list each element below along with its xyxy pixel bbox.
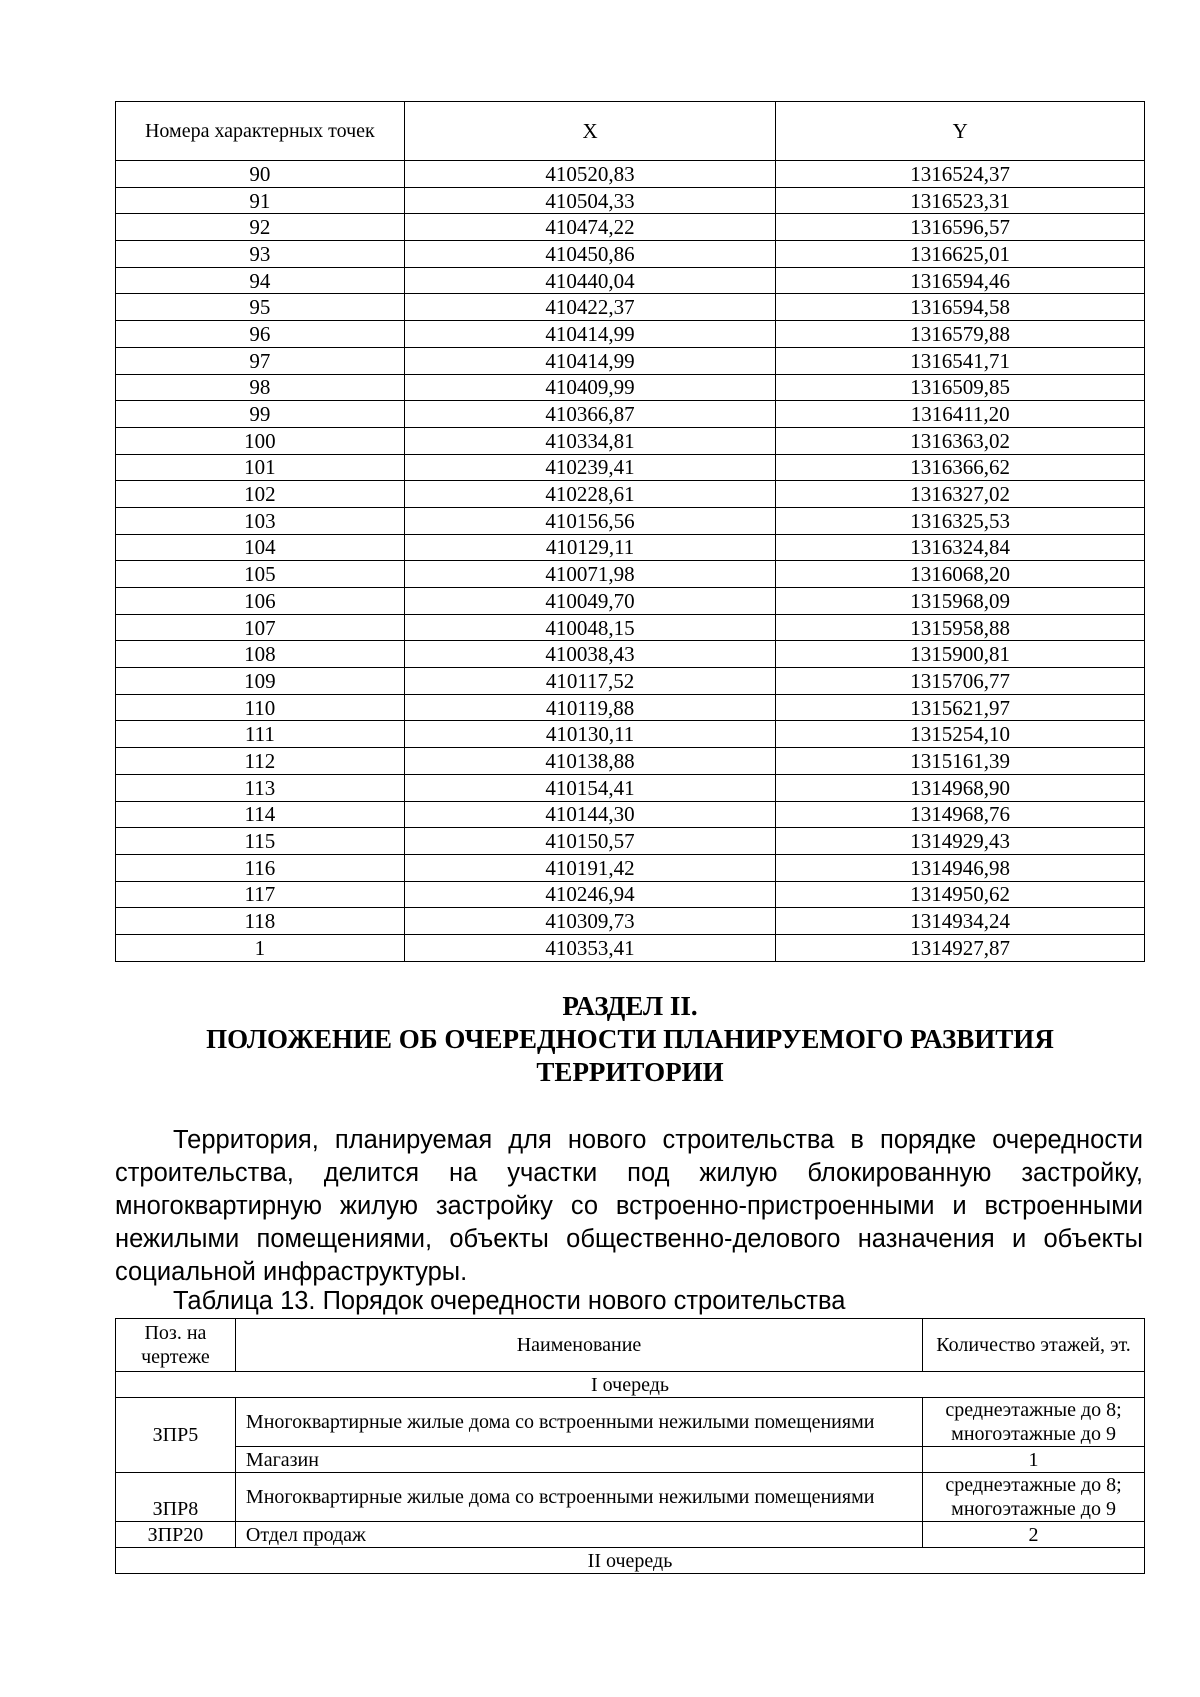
table-row: [116, 214, 1145, 241]
y-coordinate-cell: 1314946,98: [776, 854, 1145, 881]
table-row: [116, 401, 1145, 428]
x-coordinate-cell: 410246,94: [404, 881, 776, 908]
floor-count: среднеэтажные до 8; многоэтажные до 9: [923, 1398, 1145, 1447]
table-row: [116, 1473, 1145, 1522]
point-number-cell: 109: [116, 668, 405, 695]
point-number-cell: 101: [116, 454, 405, 481]
stage-row: [116, 1372, 1145, 1398]
table-row: [116, 828, 1145, 855]
table-row: [116, 694, 1145, 721]
floor-count: среднеэтажные до 8; многоэтажные до 9: [923, 1473, 1145, 1522]
x-coordinate-cell: 410117,52: [404, 668, 776, 695]
x-coordinate-cell: 410156,56: [404, 507, 776, 534]
table-row: [116, 588, 1145, 615]
table-row: [116, 454, 1145, 481]
y-coordinate-cell: 1315706,77: [776, 668, 1145, 695]
table-row: [116, 347, 1145, 374]
table-row: [116, 427, 1145, 454]
table-caption: Таблица 13. Порядок очередности нового строительства: [173, 1287, 846, 1315]
table-row: [116, 614, 1145, 641]
table-row: [116, 774, 1145, 801]
point-number-cell: 118: [116, 908, 405, 935]
y-coordinate-cell: 1314968,76: [776, 801, 1145, 828]
x-coordinate-cell: 410071,98: [404, 561, 776, 588]
point-number-cell: 110: [116, 694, 405, 721]
point-number-cell: 106: [116, 588, 405, 615]
object-name: Отдел продаж: [235, 1522, 922, 1548]
object-name: Многоквартирные жилые дома со встроенными нежилыми помещениями: [235, 1473, 922, 1522]
floor-count: 1: [923, 1447, 1145, 1473]
y-coordinate-cell: 1316325,53: [776, 507, 1145, 534]
x-coordinate-cell: 410414,99: [404, 321, 776, 348]
y-coordinate-cell: 1316324,84: [776, 534, 1145, 561]
x-coordinate-cell: 410422,37: [404, 294, 776, 321]
y-coordinate-cell: 1316411,20: [776, 401, 1145, 428]
x-coordinate-cell: 410414,99: [404, 347, 776, 374]
point-number-cell: 114: [116, 801, 405, 828]
table-row: [116, 481, 1145, 508]
x-coordinate-cell: 410228,61: [404, 481, 776, 508]
point-number-cell: 102: [116, 481, 405, 508]
point-number-cell: 111: [116, 721, 405, 748]
point-number-cell: 107: [116, 614, 405, 641]
x-coordinate-cell: 410038,43: [404, 641, 776, 668]
table-row: [116, 908, 1145, 935]
y-coordinate-cell: 1316579,88: [776, 321, 1145, 348]
table-row: [116, 721, 1145, 748]
table-row: [116, 1398, 1145, 1447]
point-number-cell: 117: [116, 881, 405, 908]
position-code: ЗПР20: [116, 1522, 236, 1548]
table-row: [116, 294, 1145, 321]
table-row: [116, 1522, 1145, 1548]
table-row: [116, 374, 1145, 401]
y-coordinate-cell: 1316596,57: [776, 214, 1145, 241]
coordinates-table: [115, 101, 1145, 962]
header-name: Наименование: [235, 1319, 922, 1372]
point-number-cell: 94: [116, 267, 405, 294]
stage-row: [116, 1548, 1145, 1574]
stage-label: II очередь: [116, 1548, 1145, 1574]
y-coordinate-cell: 1314934,24: [776, 908, 1145, 935]
stage-label: I очередь: [116, 1372, 1145, 1398]
floor-count: 2: [923, 1522, 1145, 1548]
y-coordinate-cell: 1316509,85: [776, 374, 1145, 401]
y-coordinate-cell: 1314950,62: [776, 881, 1145, 908]
position-code: ЗПР8: [116, 1473, 236, 1522]
point-number-cell: 91: [116, 187, 405, 214]
y-coordinate-cell: 1314927,87: [776, 934, 1145, 961]
point-number-cell: 92: [116, 214, 405, 241]
x-coordinate-cell: 410130,11: [404, 721, 776, 748]
table-row: [116, 161, 1145, 188]
y-coordinate-cell: 1315900,81: [776, 641, 1145, 668]
point-number-cell: 113: [116, 774, 405, 801]
x-coordinate-cell: 410048,15: [404, 614, 776, 641]
y-coordinate-cell: 1314929,43: [776, 828, 1145, 855]
section-number: РАЗДЕЛ II.: [562, 991, 698, 1021]
table-row: [116, 668, 1145, 695]
object-name: Многоквартирные жилые дома со встроенными нежилыми помещениями: [235, 1398, 922, 1447]
x-coordinate-cell: 410520,83: [404, 161, 776, 188]
x-coordinate-cell: 410409,99: [404, 374, 776, 401]
point-number-cell: 115: [116, 828, 405, 855]
point-number-cell: 95: [116, 294, 405, 321]
y-coordinate-cell: 1316523,31: [776, 187, 1145, 214]
table-row: [116, 881, 1145, 908]
table-row: [116, 241, 1145, 268]
table-row: [116, 187, 1145, 214]
x-coordinate-cell: 410450,86: [404, 241, 776, 268]
point-number-cell: 93: [116, 241, 405, 268]
y-coordinate-cell: 1315958,88: [776, 614, 1145, 641]
section-title-line1: ПОЛОЖЕНИЕ ОБ ОЧЕРЕДНОСТИ ПЛАНИРУЕМОГО РАЗВИТИЯ: [206, 1024, 1054, 1054]
table-row: [116, 801, 1145, 828]
table-row: [116, 934, 1145, 961]
y-coordinate-cell: 1316068,20: [776, 561, 1145, 588]
point-number-cell: 99: [116, 401, 405, 428]
x-coordinate-cell: 410239,41: [404, 454, 776, 481]
coordinates-body: [116, 161, 1145, 962]
x-coordinate-cell: 410150,57: [404, 828, 776, 855]
point-number-cell: 116: [116, 854, 405, 881]
x-coordinate-cell: 410191,42: [404, 854, 776, 881]
point-number-cell: 108: [116, 641, 405, 668]
point-number-cell: 112: [116, 748, 405, 775]
header-y: Y: [776, 102, 1145, 161]
x-coordinate-cell: 410138,88: [404, 748, 776, 775]
point-number-cell: 90: [116, 161, 405, 188]
y-coordinate-cell: 1316625,01: [776, 241, 1145, 268]
object-name: Магазин: [235, 1447, 922, 1473]
y-coordinate-cell: 1315161,39: [776, 748, 1145, 775]
point-number-cell: 1: [116, 934, 405, 961]
header-floors: Количество этажей, эт.: [923, 1319, 1145, 1372]
y-coordinate-cell: 1316366,62: [776, 454, 1145, 481]
table-row: [116, 321, 1145, 348]
point-number-cell: 104: [116, 534, 405, 561]
y-coordinate-cell: 1316363,02: [776, 427, 1145, 454]
table-row: [116, 748, 1145, 775]
table-row: [116, 561, 1145, 588]
header-x: X: [404, 102, 776, 161]
y-coordinate-cell: 1315254,10: [776, 721, 1145, 748]
table-row: [116, 641, 1145, 668]
x-coordinate-cell: 410154,41: [404, 774, 776, 801]
construction-queue-table: [115, 1318, 1145, 1574]
y-coordinate-cell: 1314968,90: [776, 774, 1145, 801]
point-number-cell: 97: [116, 347, 405, 374]
body-paragraph: Территория, планируемая для нового строительства в порядке очередности строительства, делится на участки под жилую блокированную застройку, многоквартирную жилую застройку со встроенно-пристроенными и встроенными нежилыми помещениями, объекты общественно-делового назначения и объекты социальной инфраструктуры.: [115, 1126, 1143, 1286]
point-number-cell: 98: [116, 374, 405, 401]
x-coordinate-cell: 410366,87: [404, 401, 776, 428]
y-coordinate-cell: 1316541,71: [776, 347, 1145, 374]
header-point-number: Номера характерных точек: [116, 102, 405, 161]
x-coordinate-cell: 410353,41: [404, 934, 776, 961]
x-coordinate-cell: 410440,04: [404, 267, 776, 294]
point-number-cell: 105: [116, 561, 405, 588]
y-coordinate-cell: 1316524,37: [776, 161, 1145, 188]
position-code: ЗПР5: [116, 1398, 236, 1473]
x-coordinate-cell: 410049,70: [404, 588, 776, 615]
y-coordinate-cell: 1316594,58: [776, 294, 1145, 321]
coordinates-header-row: [116, 102, 1145, 161]
y-coordinate-cell: 1316327,02: [776, 481, 1145, 508]
table-row: [116, 534, 1145, 561]
table-row: [116, 267, 1145, 294]
header-position: Поз. на чертеже: [116, 1319, 236, 1372]
x-coordinate-cell: 410504,33: [404, 187, 776, 214]
point-number-cell: 100: [116, 427, 405, 454]
x-coordinate-cell: 410309,73: [404, 908, 776, 935]
x-coordinate-cell: 410334,81: [404, 427, 776, 454]
point-number-cell: 103: [116, 507, 405, 534]
x-coordinate-cell: 410144,30: [404, 801, 776, 828]
section-heading: [115, 990, 1145, 1089]
table-row: [116, 1447, 1145, 1473]
y-coordinate-cell: 1316594,46: [776, 267, 1145, 294]
point-number-cell: 96: [116, 321, 405, 348]
y-coordinate-cell: 1315621,97: [776, 694, 1145, 721]
x-coordinate-cell: 410474,22: [404, 214, 776, 241]
section-title-line2: ТЕРРИТОРИИ: [536, 1057, 724, 1087]
x-coordinate-cell: 410119,88: [404, 694, 776, 721]
table-row: [116, 507, 1145, 534]
queue-header-row: [116, 1319, 1145, 1372]
y-coordinate-cell: 1315968,09: [776, 588, 1145, 615]
table-row: [116, 854, 1145, 881]
x-coordinate-cell: 410129,11: [404, 534, 776, 561]
